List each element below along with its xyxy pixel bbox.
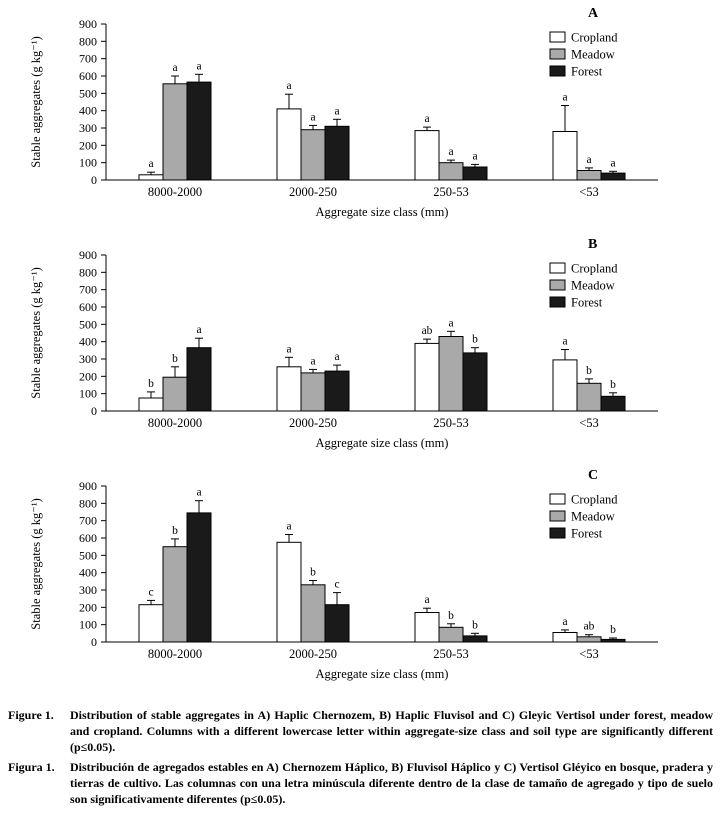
svg-text:a: a (334, 105, 340, 118)
svg-text:250-53: 250-53 (433, 647, 469, 661)
caption-block (0, 697, 723, 807)
svg-text:Stable aggregates (g kg⁻¹): Stable aggregates (g kg⁻¹) (29, 36, 43, 168)
svg-text:a: a (196, 60, 202, 73)
svg-text:100: 100 (79, 386, 97, 401)
caption-spanish-label: Figura 1. (8, 759, 55, 774)
svg-text:a: a (286, 343, 292, 356)
svg-text:Stable aggregates (g kg⁻¹): Stable aggregates (g kg⁻¹) (29, 267, 43, 399)
svg-text:8000-2000: 8000-2000 (147, 647, 203, 661)
svg-text:b: b (472, 333, 478, 346)
svg-text:400: 400 (79, 565, 97, 580)
caption-english-label: Figure 1. (8, 708, 54, 722)
svg-text:a: a (196, 486, 202, 499)
svg-text:Forest: Forest (571, 64, 603, 79)
svg-text:2000-250: 2000-250 (289, 647, 337, 661)
svg-text:A: A (588, 6, 599, 21)
svg-text:700: 700 (79, 51, 97, 66)
svg-text:Aggregate size class (mm): Aggregate size class (mm) (315, 667, 449, 681)
svg-text:a: a (310, 355, 316, 368)
svg-text:ab: ab (583, 620, 595, 633)
svg-text:2000-250: 2000-250 (289, 416, 337, 430)
svg-text:a: a (586, 153, 592, 166)
svg-text:400: 400 (79, 103, 97, 118)
svg-text:500: 500 (79, 548, 97, 563)
svg-text:a: a (286, 520, 292, 533)
svg-text:b: b (472, 619, 478, 632)
svg-text:<53: <53 (579, 416, 599, 430)
svg-text:a: a (424, 113, 430, 126)
svg-text:200: 200 (79, 369, 97, 384)
svg-text:a: a (562, 91, 568, 104)
svg-text:b: b (172, 524, 178, 537)
svg-text:c: c (148, 586, 154, 599)
svg-text:ab: ab (421, 325, 433, 338)
svg-text:a: a (286, 80, 292, 93)
svg-text:250-53: 250-53 (433, 185, 469, 199)
svg-text:a: a (448, 317, 454, 330)
svg-text:Forest: Forest (571, 526, 603, 541)
svg-text:8000-2000: 8000-2000 (147, 185, 203, 199)
svg-text:a: a (562, 615, 568, 628)
svg-text:Forest: Forest (571, 295, 603, 310)
svg-text:Aggregate size class (mm): Aggregate size class (mm) (315, 205, 449, 219)
svg-text:b: b (172, 352, 178, 365)
svg-text:600: 600 (79, 300, 97, 314)
svg-text:900: 900 (79, 17, 97, 31)
chart-svg-A (6, 4, 713, 230)
svg-text:a: a (334, 351, 340, 364)
svg-text:a: a (562, 335, 568, 348)
svg-text:a: a (424, 594, 430, 607)
svg-text:a: a (148, 158, 154, 171)
svg-text:100: 100 (79, 617, 97, 632)
svg-text:b: b (610, 624, 616, 636)
svg-text:8000-2000: 8000-2000 (147, 416, 203, 430)
svg-text:b: b (448, 609, 454, 622)
svg-text:300: 300 (79, 352, 97, 366)
svg-text:800: 800 (79, 265, 97, 280)
svg-text:<53: <53 (579, 647, 599, 661)
svg-text:2000-250: 2000-250 (289, 185, 337, 199)
svg-text:400: 400 (79, 334, 97, 349)
svg-text:100: 100 (79, 155, 97, 170)
chart-panel-b (6, 235, 723, 461)
caption-spanish-text: Distribución de agregados estables en A) Chernozem Háplico, B) Fluvisol Háplico y C) Vertisol Gléyico en bosque, pradera y tierras de cultivo. Las columnas con una letra minúscula diferente dentro de la clase de tamaño de agregado y tipo de suelo son significativamente diferentes (p≤0.05). (70, 759, 713, 806)
svg-text:800: 800 (79, 34, 97, 49)
svg-text:a: a (472, 150, 478, 163)
svg-text:a: a (172, 62, 178, 74)
svg-text:Cropland: Cropland (571, 261, 618, 276)
svg-text:Meadow: Meadow (571, 509, 615, 524)
svg-text:Stable aggregates (g kg⁻¹): Stable aggregates (g kg⁻¹) (29, 498, 43, 630)
svg-text:c: c (334, 578, 340, 591)
svg-text:Meadow: Meadow (571, 278, 615, 293)
svg-text:900: 900 (79, 248, 97, 262)
chart-svg-C (6, 466, 713, 692)
caption-english (8, 707, 713, 756)
svg-text:<53: <53 (579, 185, 599, 199)
svg-text:b: b (586, 364, 592, 377)
chart-panel-c (6, 466, 723, 692)
svg-text:a: a (448, 146, 454, 159)
svg-text:0: 0 (91, 173, 97, 187)
svg-text:200: 200 (79, 138, 97, 153)
chart-svg-B (6, 235, 713, 461)
svg-text:Aggregate size class (mm): Aggregate size class (mm) (315, 436, 449, 450)
svg-text:a: a (310, 111, 316, 124)
svg-text:250-53: 250-53 (433, 416, 469, 430)
svg-text:b: b (310, 566, 316, 579)
svg-text:200: 200 (79, 600, 97, 615)
svg-text:300: 300 (79, 583, 97, 597)
svg-text:0: 0 (91, 404, 97, 418)
caption-spanish (8, 759, 713, 808)
svg-text:600: 600 (79, 531, 97, 545)
caption-english-text: Distribution of stable aggregates in A) Haplic Chernozem, B) Haplic Fluvisol and C) Gleyic Vertisol under forest, meadow and cropland. Columns with a different lowercase letter within aggregate-size class and soil type are significantly different (p≤0.05). (70, 708, 713, 755)
svg-text:0: 0 (91, 635, 97, 649)
svg-text:a: a (610, 157, 616, 170)
svg-text:500: 500 (79, 86, 97, 101)
svg-text:300: 300 (79, 121, 97, 135)
svg-text:a: a (196, 324, 202, 337)
svg-text:Cropland: Cropland (571, 30, 618, 45)
svg-text:B: B (588, 237, 598, 252)
svg-text:500: 500 (79, 317, 97, 332)
svg-text:900: 900 (79, 479, 97, 493)
svg-text:Cropland: Cropland (571, 492, 618, 507)
svg-text:600: 600 (79, 69, 97, 83)
svg-text:700: 700 (79, 513, 97, 528)
chart-panel-a (6, 4, 723, 230)
svg-text:800: 800 (79, 496, 97, 511)
svg-text:b: b (148, 377, 154, 390)
svg-text:Meadow: Meadow (571, 47, 615, 62)
svg-text:b: b (610, 378, 616, 391)
svg-text:C: C (588, 468, 599, 483)
svg-text:700: 700 (79, 282, 97, 297)
